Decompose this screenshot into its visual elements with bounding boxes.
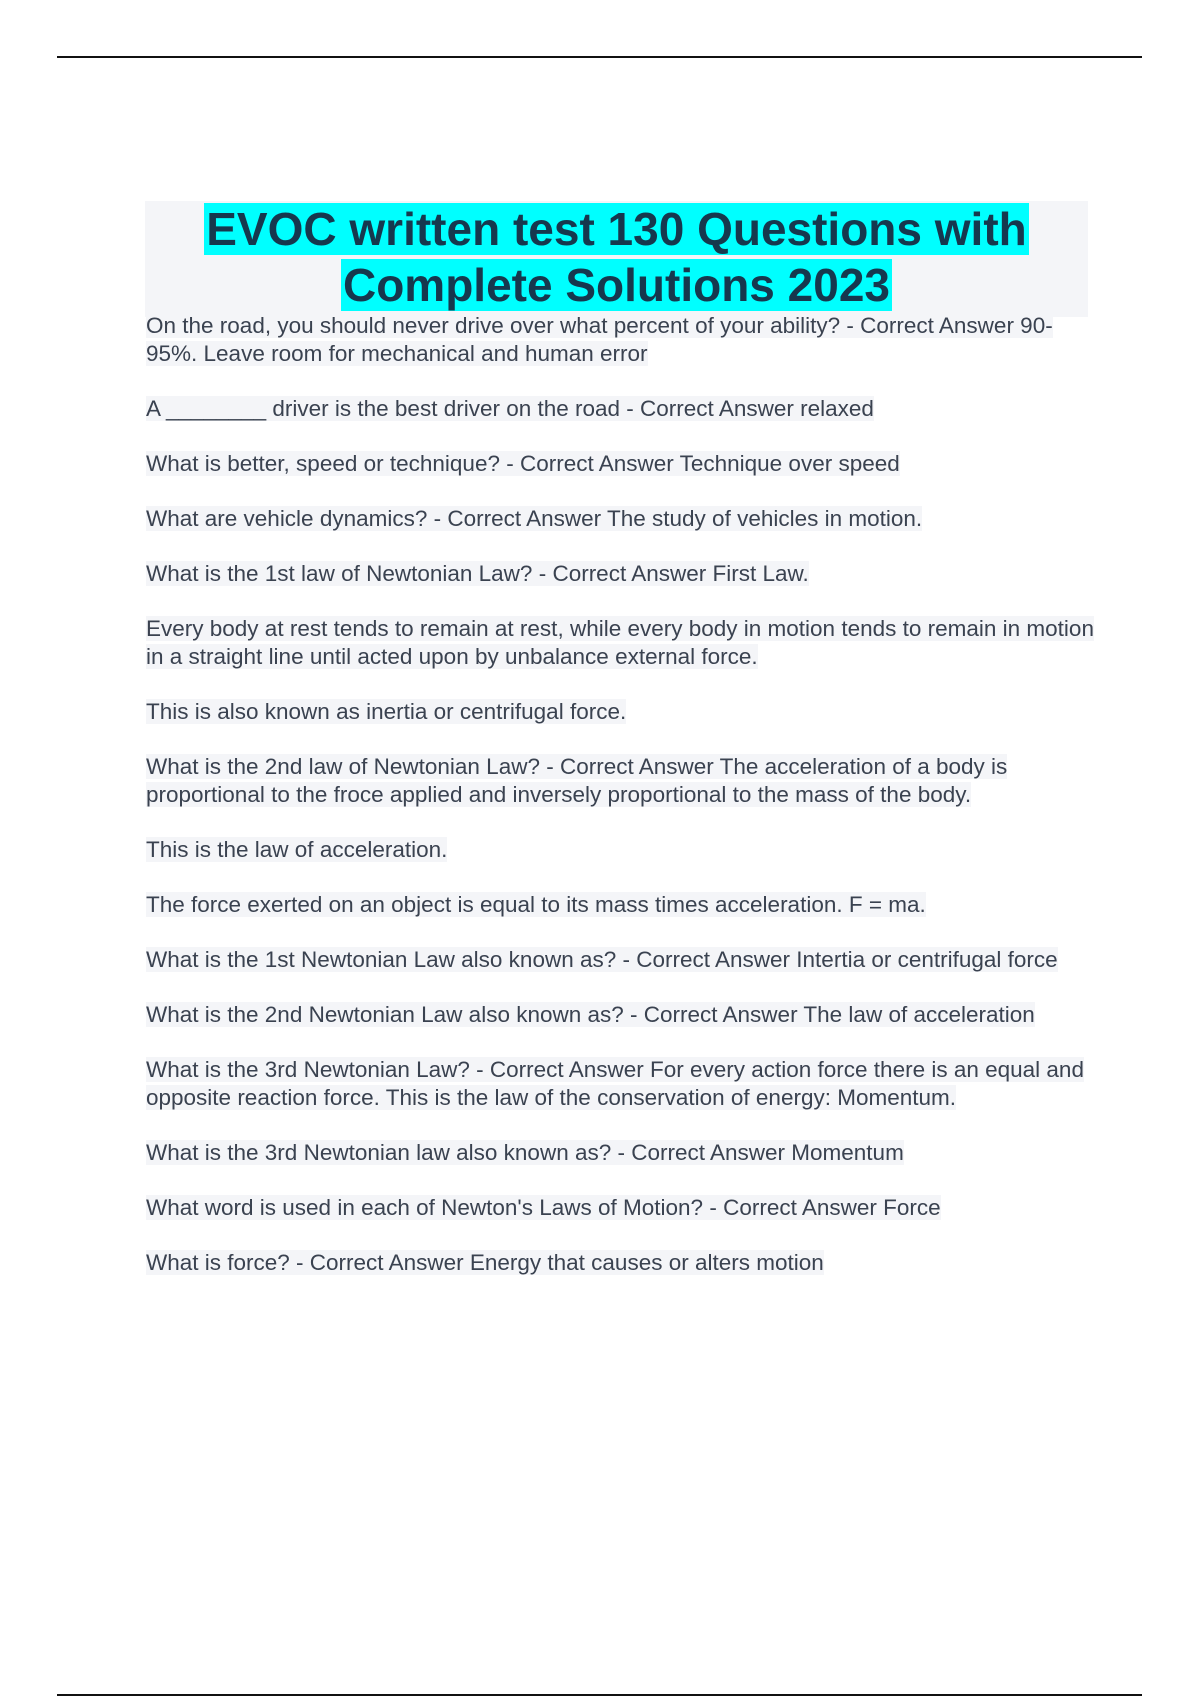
qa-paragraph: What is the 2nd law of Newtonian Law? - Correct Answer The acceleration of a body is proportional to the froce applied and inversely proportional to the mass of the body.: [146, 754, 1008, 807]
title-block: [145, 201, 1088, 317]
qa-list: [146, 312, 1096, 1304]
qa-paragraph: What word is used in each of Newton's Laws of Motion? - Correct Answer Force: [146, 1195, 941, 1220]
qa-paragraph: The force exerted on an object is equal to its mass times acceleration. F = ma.: [146, 892, 926, 917]
title-line-2: Complete Solutions 2023: [342, 259, 890, 311]
qa-paragraph: A ________ driver is the best driver on the road - Correct Answer relaxed: [146, 396, 874, 421]
qa-paragraph: This is also known as inertia or centrifugal force.: [146, 699, 627, 724]
qa-paragraph: What is the 1st Newtonian Law also known as? - Correct Answer Intertia or centrifugal force: [146, 947, 1058, 972]
qa-paragraph: What is force? - Correct Answer Energy that causes or alters motion: [146, 1250, 824, 1275]
qa-paragraph: Every body at rest tends to remain at rest, while every body in motion tends to remain in motion in a straight line until acted upon by unbalance external force.: [146, 616, 1094, 669]
qa-paragraph: This is the law of acceleration.: [146, 837, 448, 862]
qa-paragraph: What is the 3rd Newtonian law also known as? - Correct Answer Momentum: [146, 1140, 904, 1165]
qa-paragraph: What is better, speed or technique? - Correct Answer Technique over speed: [146, 451, 900, 476]
qa-paragraph: What is the 1st law of Newtonian Law? - Correct Answer First Law.: [146, 561, 809, 586]
qa-paragraph: On the road, you should never drive over what percent of your ability? - Correct Answer 90-95%. Leave room for mechanical and human error: [146, 313, 1053, 366]
top-divider-line: [57, 56, 1142, 58]
qa-paragraph: What is the 3rd Newtonian Law? - Correct Answer For every action force there is an equal and opposite reaction force. This is the law of the conservation of energy: Momentum.: [146, 1057, 1084, 1110]
document-title: [145, 201, 1088, 313]
title-line-1: EVOC written test 130 Questions with: [206, 203, 1027, 255]
bottom-divider-line: [57, 1694, 1142, 1696]
qa-paragraph: What are vehicle dynamics? - Correct Answer The study of vehicles in motion.: [146, 506, 923, 531]
qa-paragraph: What is the 2nd Newtonian Law also known as? - Correct Answer The law of acceleration: [146, 1002, 1035, 1027]
